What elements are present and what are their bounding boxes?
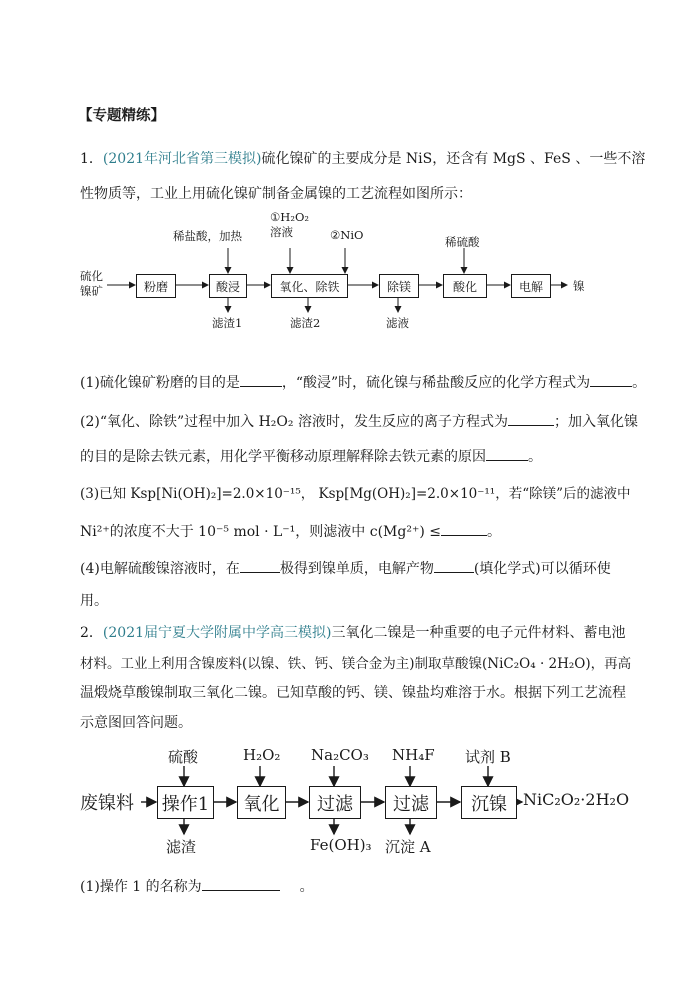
q1-sub4-text-c: (填化学式)可以循环使 [473, 561, 611, 577]
q1-sub2-line2-text: 的目的是除去铁元素，用化学平衡移动原理解释除去铁元素的原因 [80, 449, 486, 465]
flow1-bottom-label-2: 滤渣2 [290, 316, 321, 330]
q1-sub1-text-a: (1)硫化镍矿粉磨的目的是 [80, 375, 240, 391]
flow2-top-label-1: 硫酸 [168, 748, 199, 766]
flow1-box-grind: 粉磨 [136, 274, 176, 298]
q1-sub1-text-b: ，“酸浸”时，硫化镍与稀盐酸反应的化学方程式为 [281, 375, 591, 391]
flow1-box-remove-mg: 除镁 [379, 274, 419, 298]
flow1-start: 硫化 镍矿 [80, 269, 103, 298]
q2-line1 [80, 622, 625, 642]
answer-blank[interactable] [434, 559, 474, 573]
flow1-box-oxidize: 氧化、除铁 [271, 274, 348, 298]
q2-sub1 [80, 876, 314, 896]
flow1-box-electrolysis: 电解 [511, 274, 551, 298]
answer-blank[interactable] [240, 373, 282, 387]
q2-line1-text: 三氧化二镍是一种重要的电子元件材料、蓄电池 [331, 625, 626, 641]
flow1-top-label-3: ②NiO [330, 228, 364, 242]
flow1-top-label-4: 稀硫酸 [445, 235, 480, 249]
answer-blank[interactable] [486, 447, 528, 461]
answer-blank[interactable] [240, 559, 280, 573]
q1-sub2 [80, 411, 638, 431]
flow2-box-precipitate-ni: 沉镍 [461, 786, 517, 819]
q1-sub1-text-c: 。 [632, 375, 647, 391]
answer-blank[interactable] [590, 373, 632, 387]
flow2-end: NiC₂O₂·2H₂O [523, 790, 630, 809]
flow2-bottom-label-2: Fe(OH)₃ [310, 836, 372, 854]
q2-sub1-text: (1)操作 1 的名称为 [80, 879, 202, 895]
flow2-box-filter-1: 过滤 [309, 786, 361, 819]
q2-sub1-end: 。 [299, 879, 314, 895]
flow2-top-label-3: Na₂CO₃ [311, 746, 369, 764]
q1-sub3-line2-end: 。 [486, 524, 501, 540]
q1-sub2-text-a: (2)“氧化、除铁”过程中加入 H₂O₂ 溶液时，发生反应的离子方程式为 [80, 414, 508, 430]
flow2-box-filter-2: 过滤 [385, 786, 437, 819]
flow1-box-acid-leach: 酸浸 [209, 274, 247, 298]
q1-sub4-text-b: 极得到镍单质，电解产物 [279, 561, 434, 577]
answer-blank[interactable] [508, 412, 554, 426]
q1-sub2-text-b: ；加入氧化镍 [553, 414, 638, 430]
section-title: 【专题精练】 [78, 108, 165, 124]
flow1-end: 镍 [573, 279, 585, 293]
flow1-bottom-label-3: 滤液 [386, 316, 409, 330]
q1-sub1 [80, 372, 646, 392]
flow2-top-label-4: NH₄F [392, 746, 435, 764]
q1-sub2-line2-end: 。 [528, 449, 542, 465]
q1-number: 1． [80, 151, 103, 167]
q1-line1-text: 硫化镍矿的主要成分是 NiS，还含有 MgS 、FeS 、一些不溶 [261, 151, 646, 167]
q1-source: (2021年河北省第三模拟) [102, 151, 262, 167]
q2-source: (2021届宁夏大学附属中学高三模拟) [102, 625, 332, 641]
flow2-bottom-label-3: 沉淀 A [385, 838, 431, 856]
q2-line3: 温煅烧草酸镍制取三氧化二镍。已知草酸的钙、镁、镍盐均难溶于水。根据下列工艺流程 [80, 685, 626, 701]
answer-blank[interactable] [202, 877, 280, 891]
q1-line2: 性物质等，工业上用硫化镍矿制备金属镍的工艺流程如图所示： [80, 186, 472, 202]
q1-sub4-text-a: (4)电解硫酸镍溶液时，在 [80, 561, 240, 577]
flow2-box-oxidize: 氧化 [237, 786, 286, 819]
q1-sub2-line2 [80, 446, 542, 466]
q1-sub4 [80, 558, 611, 578]
flow1-bottom-label-1: 滤渣1 [212, 316, 243, 330]
flow1-top-label-1: 稀盐酸，加热 [173, 229, 242, 243]
q1-sub4-line2: 用。 [80, 593, 108, 609]
flow1-top-label-2: ①H₂O₂ 溶液 [270, 210, 309, 239]
flow2-bottom-label-1: 滤渣 [166, 838, 197, 856]
q1-sub3-line1: (3)已知 Ksp[Ni(OH)₂]=2.0×10⁻¹⁵， Ksp[Mg(OH)₂]=2.0×10⁻¹¹，若“除镁”后的滤液中 [80, 486, 631, 502]
flow2-box-operation1: 操作1 [157, 786, 214, 819]
q1-sub3-line2-text: Ni²⁺的浓度不大于 10⁻⁵ mol · L⁻¹，则滤液中 c(Mg²⁺) ≤ [80, 524, 441, 540]
answer-blank[interactable] [441, 522, 487, 536]
flow2-top-label-2: H₂O₂ [243, 746, 281, 764]
q2-line2: 材料。工业上利用含镍废料(以镍、铁、钙、镁合金为主)制取草酸镍(NiC₂O₄ · 2H₂O)，再高 [80, 656, 632, 672]
q2-number: 2． [80, 625, 103, 641]
q1-sub3-line2 [80, 521, 501, 541]
flow2-start: 废镍料 [80, 793, 134, 814]
flow2-top-label-5: 试剂 B [465, 748, 511, 766]
q2-line4: 示意图回答问题。 [80, 715, 192, 731]
flow1-box-acidify: 酸化 [443, 274, 487, 298]
